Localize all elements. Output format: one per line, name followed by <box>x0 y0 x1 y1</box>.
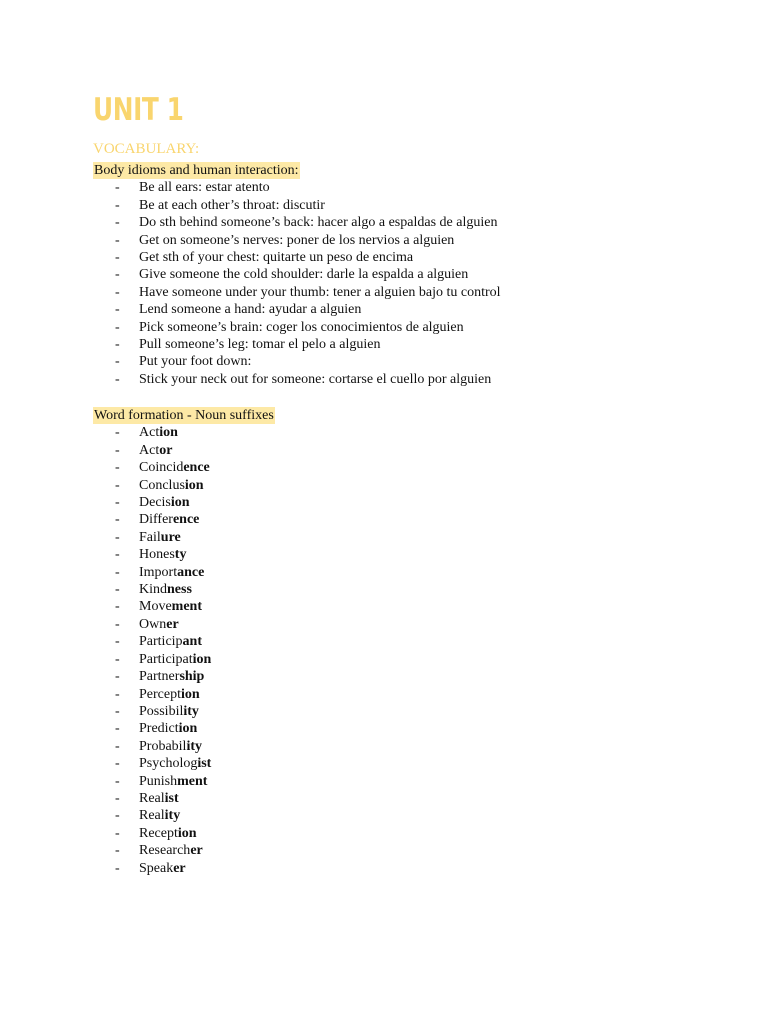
word-stem: Coincid <box>139 460 184 476</box>
list-dash: - <box>115 425 120 441</box>
list-dash: - <box>115 756 120 772</box>
word-suffix: ure <box>160 529 181 545</box>
idiom-text: Pick someone’s brain: coger los conocimientos de alguien <box>139 319 464 335</box>
idiom-item <box>93 336 733 353</box>
word-suffix: ant <box>182 634 202 650</box>
suffix-item <box>93 755 733 772</box>
document-page <box>93 0 733 1024</box>
suffix-item <box>93 703 733 720</box>
idiom-item <box>93 197 733 214</box>
word-stem: Act <box>139 442 160 458</box>
idiom-item <box>93 214 733 231</box>
idiom-item <box>93 371 733 388</box>
vocabulary-label: VOCABULARY: <box>93 141 200 157</box>
list-dash: - <box>115 180 120 196</box>
word-stem: Probabil <box>139 738 187 754</box>
idiom-item <box>93 232 733 249</box>
idiom-text: Have someone under your thumb: tener a alguien bajo tu control <box>139 284 501 300</box>
word-suffix: ment <box>171 599 202 615</box>
list-dash: - <box>115 616 120 632</box>
idiom-text: Pull someone’s leg: tomar el pelo a alguien <box>139 337 381 353</box>
list-dash: - <box>115 547 120 563</box>
word-suffix: er <box>190 843 203 859</box>
word-formation-section <box>93 406 733 877</box>
list-dash: - <box>115 267 120 283</box>
word-stem: Psycholog <box>139 756 198 772</box>
word-stem: Import <box>139 564 178 580</box>
word-suffix: ence <box>183 460 210 476</box>
idiom-item <box>93 179 733 196</box>
idiom-text: Be all ears: estar atento <box>139 180 270 196</box>
suffix-item <box>93 668 733 685</box>
list-dash: - <box>115 477 120 493</box>
word-stem: Partner <box>139 669 180 685</box>
word-suffix: ist <box>197 756 212 772</box>
list-dash: - <box>115 738 120 754</box>
list-dash: - <box>115 232 120 248</box>
suffix-item <box>93 860 733 877</box>
list-dash: - <box>115 825 120 841</box>
idiom-item <box>93 301 733 318</box>
suffix-item <box>93 633 733 650</box>
idiom-text: Put your foot down: <box>139 354 252 370</box>
word-suffix: ity <box>186 738 203 754</box>
suffix-item <box>93 477 733 494</box>
list-dash: - <box>115 686 120 702</box>
word-suffix: ion <box>184 477 204 493</box>
word-stem: Predict <box>139 721 179 737</box>
suffix-item <box>93 807 733 824</box>
word-stem: Real <box>139 808 165 824</box>
list-dash: - <box>115 651 120 667</box>
suffix-item <box>93 738 733 755</box>
suffix-item <box>93 494 733 511</box>
list-dash: - <box>115 808 120 824</box>
word-suffix: ion <box>177 825 197 841</box>
list-dash: - <box>115 634 120 650</box>
suffix-item <box>93 424 733 441</box>
suffix-item <box>93 720 733 737</box>
suffix-item <box>93 825 733 842</box>
list-dash: - <box>115 512 120 528</box>
list-dash: - <box>115 197 120 213</box>
idioms-section <box>93 161 733 388</box>
idioms-list <box>93 179 733 388</box>
list-dash: - <box>115 354 120 370</box>
suffix-item <box>93 842 733 859</box>
list-dash: - <box>115 564 120 580</box>
word-stem: Particip <box>139 634 183 650</box>
suffix-item <box>93 442 733 459</box>
word-stem: Speak <box>139 860 174 876</box>
word-suffix: er <box>173 860 186 876</box>
word-stem: Research <box>139 843 191 859</box>
word-suffix: ist <box>164 790 179 806</box>
word-stem: Differ <box>139 512 173 528</box>
suffix-item <box>93 773 733 790</box>
word-stem: Possibil <box>139 703 184 719</box>
word-stem: Real <box>139 790 165 806</box>
suffix-item <box>93 529 733 546</box>
suffix-item <box>93 686 733 703</box>
word-suffix: ion <box>159 425 178 441</box>
word-suffix: ance <box>177 564 205 580</box>
idiom-text: Get sth of your chest: quitarte un peso de encima <box>139 250 414 266</box>
word-suffix: er <box>166 616 179 632</box>
list-dash: - <box>115 250 120 266</box>
suffix-item <box>93 616 733 633</box>
list-dash: - <box>115 495 120 511</box>
word-stem: Own <box>139 616 167 632</box>
idiom-item <box>93 266 733 283</box>
idiom-text: Give someone the cold shoulder: darle la espalda a alguien <box>139 267 469 283</box>
word-suffix: ness <box>167 582 192 598</box>
word-stem: Participat <box>139 651 193 667</box>
idiom-text: Do sth behind someone’s back: hacer algo a espaldas de alguien <box>139 215 498 231</box>
suffix-item <box>93 581 733 598</box>
word-suffix: ship <box>179 669 205 685</box>
word-stem: Conclus <box>139 477 185 493</box>
list-dash: - <box>115 843 120 859</box>
list-dash: - <box>115 703 120 719</box>
idiom-text: Stick your neck out for someone: cortarse el cuello por alguien <box>139 371 492 387</box>
list-dash: - <box>115 302 120 318</box>
word-formation-heading: Word formation - Noun suffixes <box>94 408 274 423</box>
word-stem: Fail <box>139 529 161 545</box>
suffix-item <box>93 651 733 668</box>
list-dash: - <box>115 721 120 737</box>
idiom-item <box>93 284 733 301</box>
list-dash: - <box>115 442 120 458</box>
suffix-item <box>93 564 733 581</box>
idiom-text: Be at each other’s throat: discutir <box>139 197 325 213</box>
word-stem: Kind <box>139 582 167 598</box>
word-suffix: ion <box>192 651 212 667</box>
word-stem: Hones <box>139 547 175 563</box>
idiom-text: Get on someone’s nerves: poner de los nervios a alguien <box>139 232 455 248</box>
idiom-text: Lend someone a hand: ayudar a alguien <box>139 302 362 318</box>
unit-title: UNIT 1 <box>93 92 184 128</box>
list-dash: - <box>115 371 120 387</box>
list-dash: - <box>115 460 120 476</box>
idiom-item <box>93 249 733 266</box>
suffix-item <box>93 790 733 807</box>
word-suffix: ion <box>180 686 200 702</box>
word-suffix: ity <box>183 703 199 719</box>
list-dash: - <box>115 284 120 300</box>
list-dash: - <box>115 319 120 335</box>
word-suffix: ty <box>174 547 187 563</box>
word-suffix: ence <box>172 512 200 528</box>
list-dash: - <box>115 215 120 231</box>
word-stem: Percept <box>139 686 181 702</box>
word-suffix: ion <box>178 721 198 737</box>
suffix-item <box>93 598 733 615</box>
word-stem: Recept <box>139 825 178 841</box>
idiom-item <box>93 319 733 336</box>
word-suffix: ment <box>177 773 208 789</box>
list-dash: - <box>115 860 120 876</box>
list-dash: - <box>115 337 120 353</box>
list-dash: - <box>115 773 120 789</box>
suffix-item <box>93 511 733 528</box>
suffix-list <box>93 424 733 877</box>
word-stem: Act <box>139 425 160 441</box>
word-suffix: ion <box>170 495 190 511</box>
suffix-item <box>93 546 733 563</box>
list-dash: - <box>115 582 120 598</box>
word-stem: Decis <box>139 495 171 511</box>
word-suffix: ity <box>164 808 181 824</box>
idioms-heading: Body idioms and human interaction: <box>94 163 299 178</box>
word-stem: Punish <box>139 773 178 789</box>
list-dash: - <box>115 529 120 545</box>
word-suffix: or <box>159 442 173 458</box>
idiom-item <box>93 353 733 370</box>
list-dash: - <box>115 669 120 685</box>
suffix-item <box>93 459 733 476</box>
word-stem: Move <box>139 599 172 615</box>
list-dash: - <box>115 599 120 615</box>
list-dash: - <box>115 790 120 806</box>
